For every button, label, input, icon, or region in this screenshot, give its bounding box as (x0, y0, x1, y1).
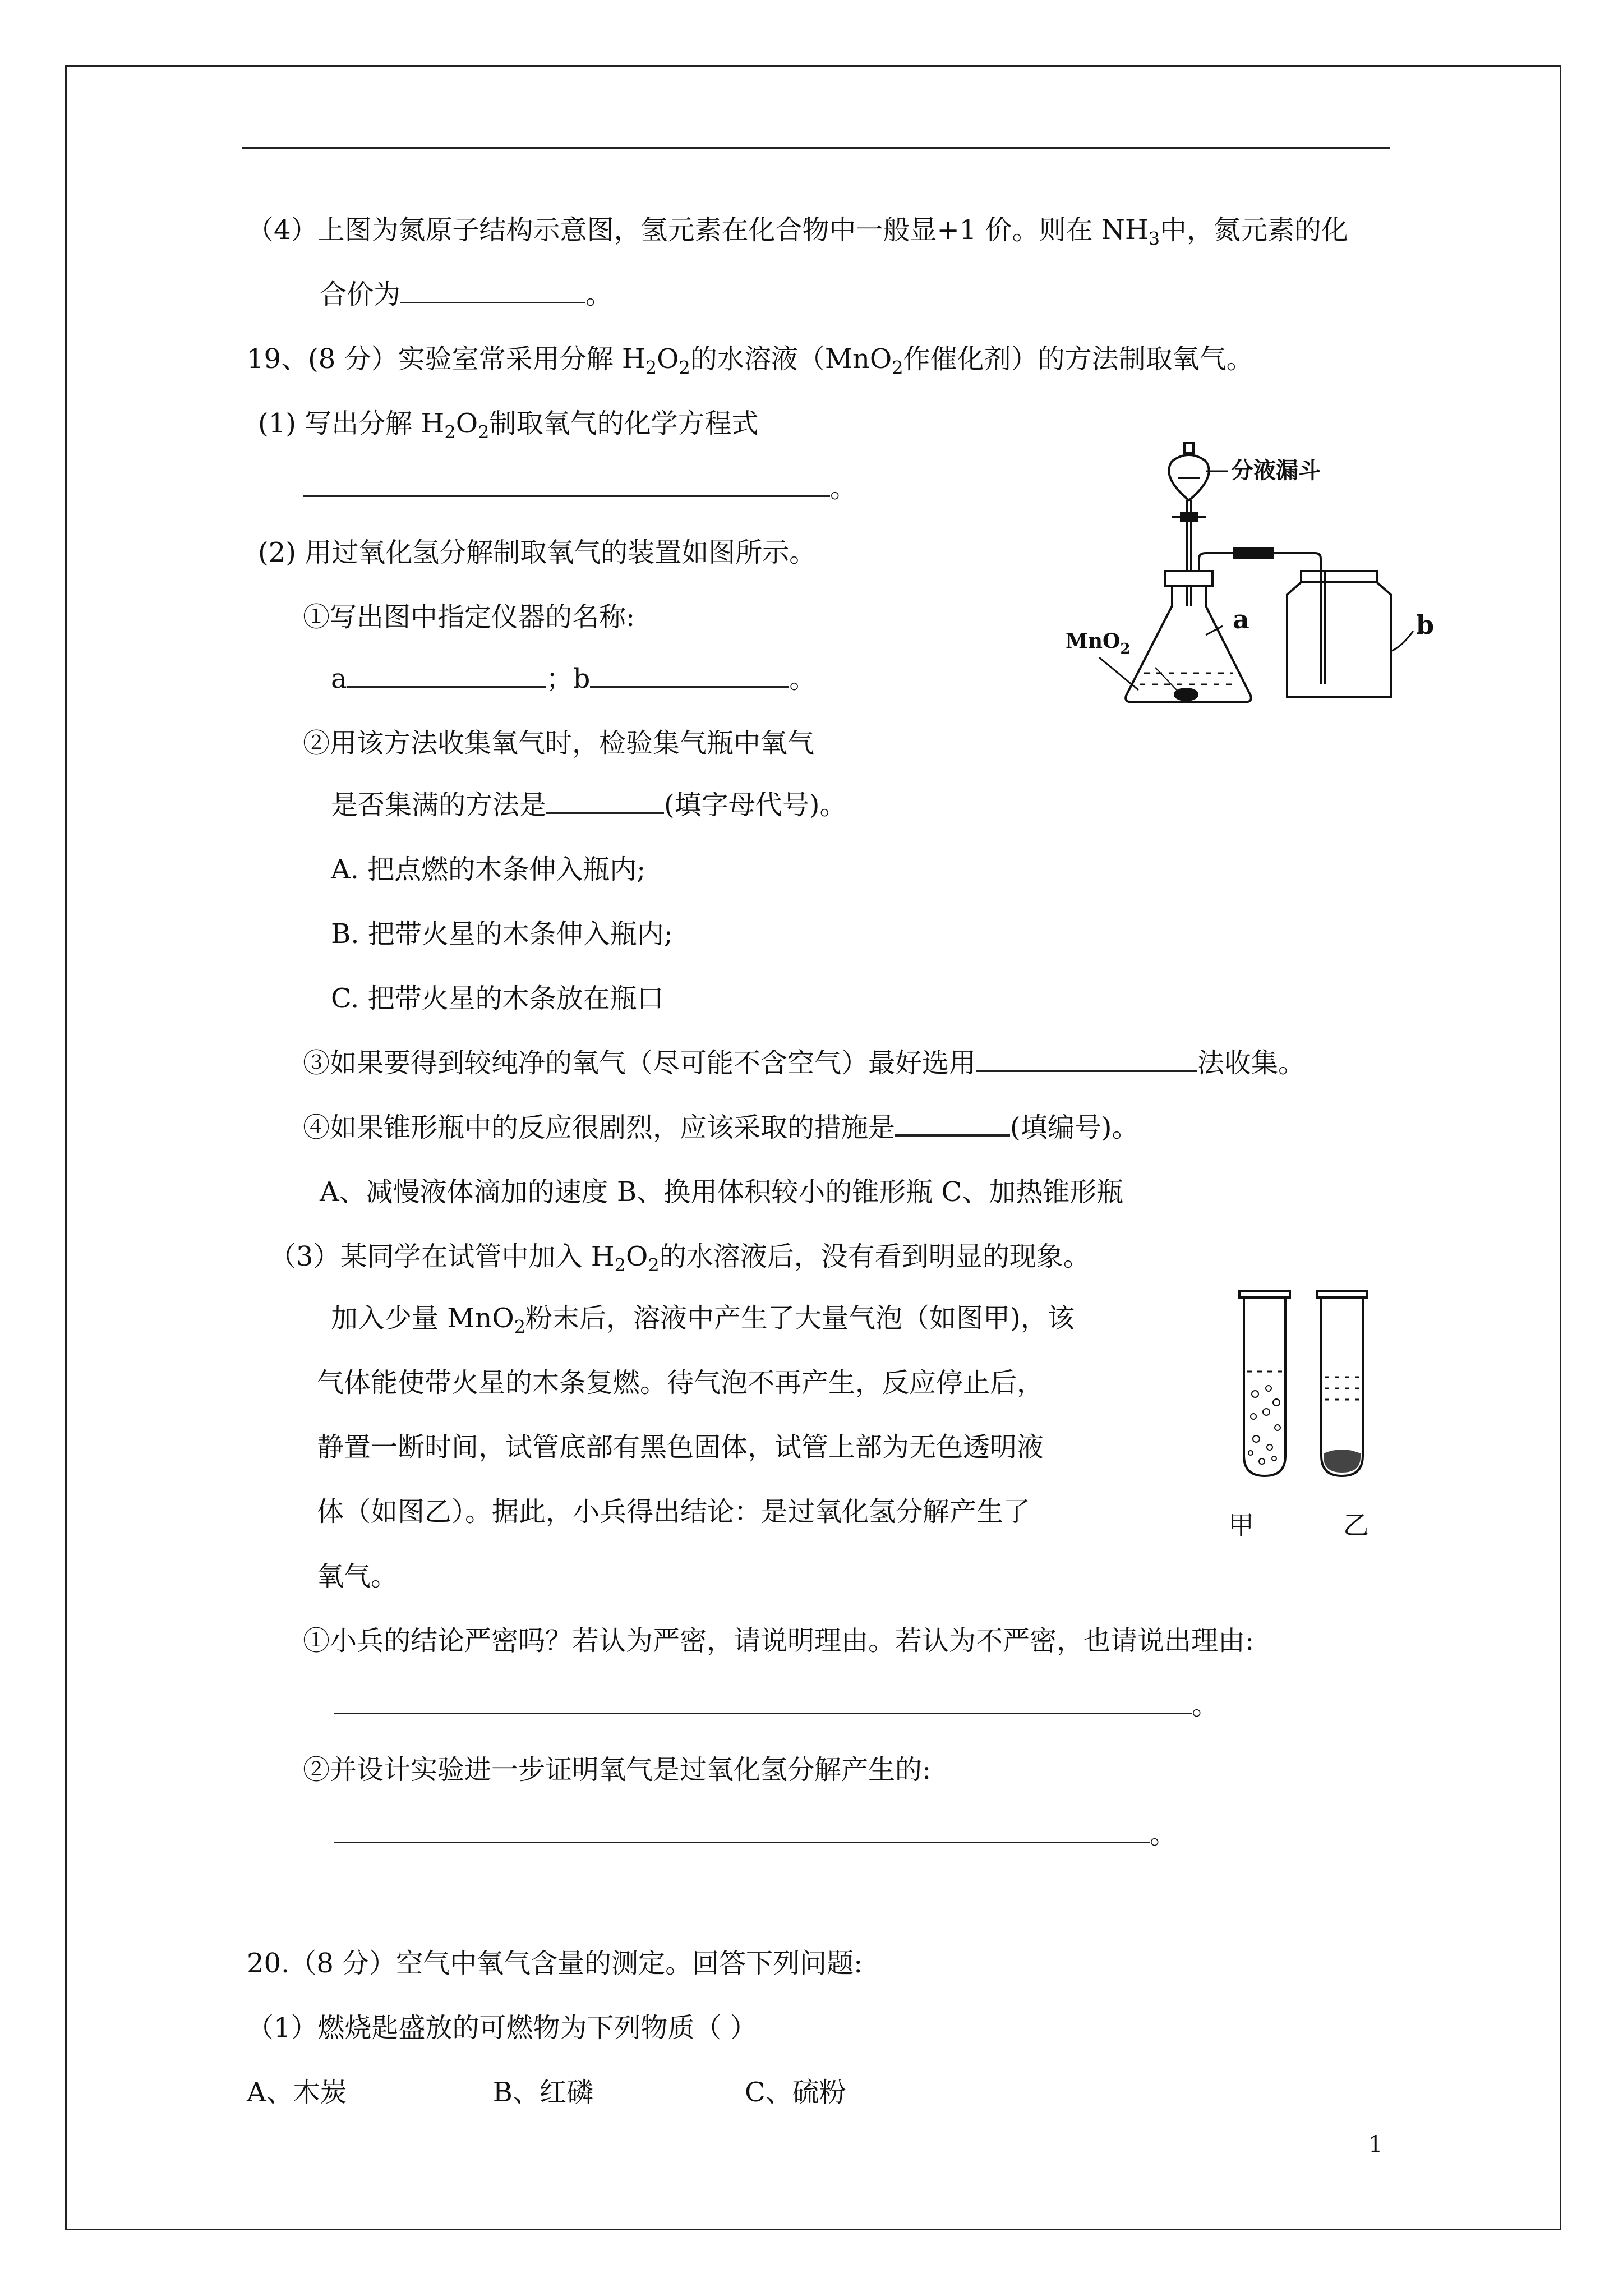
q19-heading: 19、(8 分）实验室常采用分解 $H_2O_2$的水溶液（MnO$_2$作催化剂）的方法制取氧气。 (247, 343, 1253, 379)
catalyst-label: MnO$_2$ (1066, 629, 1131, 657)
option-a: A. 把点燃的木条伸入瓶内; (331, 854, 646, 885)
tube-label-yi: 乙 (1343, 1510, 1369, 1540)
answer-blank-reason[interactable] (334, 1690, 1192, 1714)
q19-part2-item4: ④如果锥形瓶中的反应很剧烈，应该采取的措施是 (填编号)。 (303, 1112, 1139, 1143)
q18-part4-line2: 合价为 。 (320, 279, 613, 310)
conical-flask (1126, 571, 1251, 702)
q19-part3-item1-answer: 。 (334, 1688, 1219, 1722)
q19-part2: (2) 用过氧化氢分解制取氧气的装置如图所示。 (258, 537, 817, 568)
tube-label-jia: 甲 (1228, 1510, 1254, 1540)
option-c: C. 把带火星的木条放在瓶口 (331, 983, 664, 1014)
q20-heading: 20.（8 分）空气中氧气含量的测定。回答下列问题: (247, 1948, 863, 1979)
page-number: 1 (1368, 2132, 1383, 2157)
q19-part2-item1: ①写出图中指定仪器的名称: (303, 601, 635, 633)
funnel-label: 分液漏斗 (1231, 457, 1321, 484)
q19-part2-item3: ③如果要得到较纯净的氧气（尽可能不含空气）最好选用 法收集。 (303, 1047, 1306, 1079)
q19-part2-item1-blanks: a ；b 。 (331, 663, 817, 694)
answer-blank-experiment[interactable] (334, 1819, 1150, 1843)
q19-part1-answer: 。 (303, 471, 857, 505)
q20-part1-options (247, 2076, 846, 2109)
q19-part3-line5: 体（如图乙）。据此，小兵得出结论：是过氧化氢分解产生了 (317, 1496, 1031, 1527)
option-charcoal: A、木炭 (247, 2077, 347, 2108)
answer-blank-equation[interactable] (303, 473, 830, 497)
answer-blank-measure[interactable] (895, 1111, 1010, 1137)
q19-part3-item1: ①小兵的结论严密吗？若认为严密，请说明理由。若认为不严密，也请说出理由: (303, 1625, 1255, 1657)
answer-blank-method[interactable] (546, 790, 664, 814)
q19-part2-item2: ②用该方法收集氧气时，检验集气瓶中氧气 (303, 728, 815, 759)
q19-part3-line3: 气体能使带火星的木条复燃。待气泡不再产生，反应停止后， (317, 1367, 1044, 1398)
answer-blank-valence[interactable] (400, 279, 585, 303)
oxygen-apparatus-figure (1066, 438, 1492, 718)
option-red-phosphorus: B、红磷 (492, 2077, 593, 2108)
q18-part4-line1: （4）上图为氮原子结构示意图，氢元素在化合物中一般显+1 价。则在 $NH_3$中，氮元素的化 (247, 214, 1349, 250)
q19-part3-line2: 加入少量 MnO$_2$粉末后，溶液中产生了大量气泡（如图甲)，该 (331, 1303, 1075, 1338)
delivery-tube (1199, 549, 1321, 572)
flask-label-a: a (1233, 604, 1249, 634)
q19-part3-line4: 静置一断时间，试管底部有黑色固体，试管上部为无色透明液 (317, 1432, 1044, 1463)
test-tube-jia (1239, 1291, 1290, 1476)
q19-part3-item2-answer: 。 (334, 1818, 1177, 1851)
answer-blank-b[interactable] (590, 664, 789, 688)
q19-part2-item2-cont: 是否集满的方法是 (填字母代号)。 (331, 789, 847, 821)
gas-collection-bottle (1287, 571, 1391, 697)
answer-blank-collection[interactable] (976, 1048, 1197, 1072)
q19-part2-item4-options: A、减慢液体滴加的速度 B、换用体积较小的锥形瓶 C、加热锥形瓶 (320, 1176, 1124, 1208)
test-tube-yi (1317, 1291, 1367, 1476)
q19-part3: （3）某同学在试管中加入 $H_2O_2$的水溶液后，没有看到明显的现象。 (269, 1241, 1090, 1276)
q20-part1: （1）燃烧匙盛放的可燃物为下列物质（ ） (247, 2012, 757, 2044)
q19-part1: (1) 写出分解 $H_2O_2$制取氧气的化学方程式 (258, 408, 759, 443)
bottle-label-b: b (1416, 610, 1435, 640)
header-rule (242, 147, 1390, 149)
q19-part3-item2: ②并设计实验进一步证明氧气是过氧化氢分解产生的: (303, 1754, 932, 1786)
option-sulfur: C、硫粉 (744, 2077, 846, 2108)
test-tubes-figure (1223, 1287, 1402, 1545)
q19-part3-line6: 氧气。 (317, 1561, 398, 1592)
answer-blank-a[interactable] (347, 664, 546, 688)
option-b: B. 把带火星的木条伸入瓶内; (331, 918, 673, 950)
page-border (65, 65, 1561, 2230)
